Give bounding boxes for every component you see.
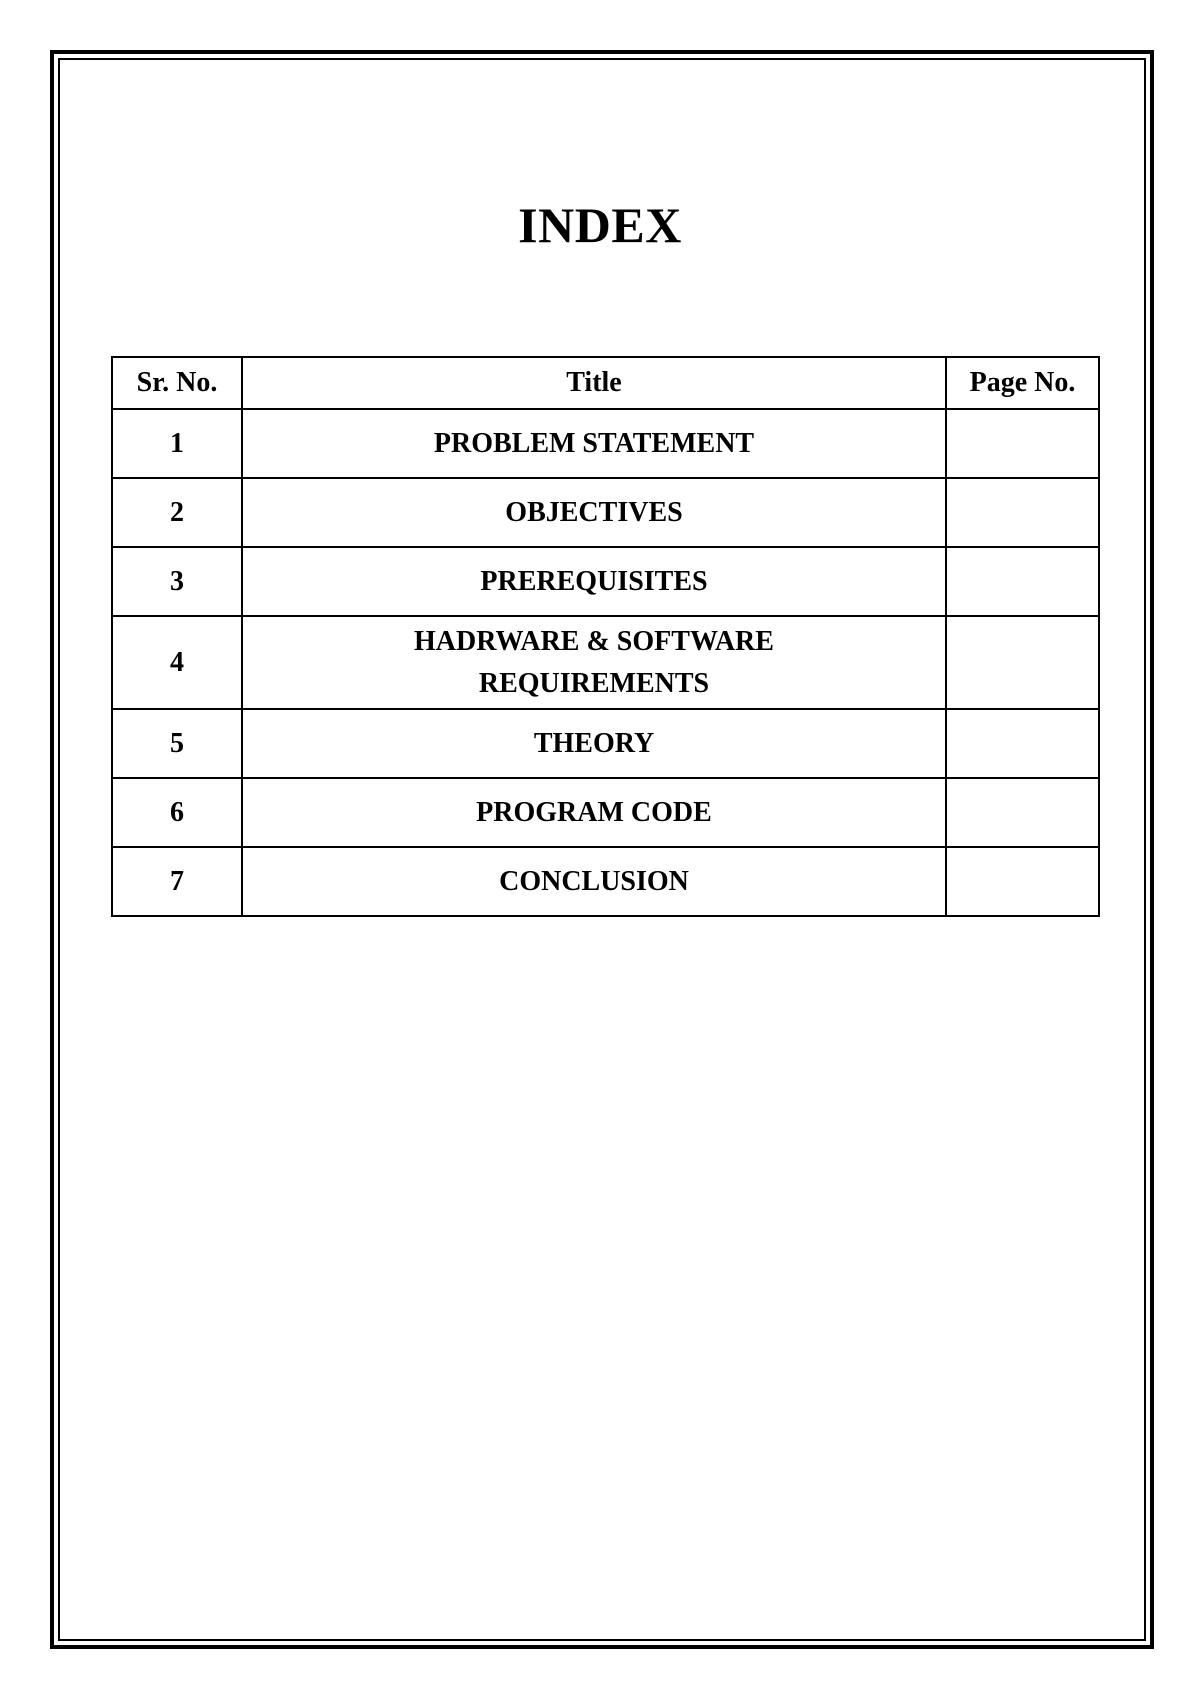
index-table — [111, 356, 1100, 917]
page-title: INDEX — [518, 197, 682, 253]
cell-page-no — [946, 616, 1099, 709]
header-sr-no: Sr. No. — [112, 357, 242, 409]
cell-sr-no: 4 — [112, 616, 242, 709]
cell-title: PROBLEM STATEMENT — [242, 409, 946, 478]
table-header-row — [112, 357, 1099, 409]
cell-title: PREREQUISITES — [242, 547, 946, 616]
table-row — [112, 547, 1099, 616]
cell-sr-no: 3 — [112, 547, 242, 616]
cell-page-no — [946, 778, 1099, 847]
table-row — [112, 778, 1099, 847]
cell-title-line-1: HADRWARE & SOFTWARE — [414, 625, 774, 657]
cell-title: OBJECTIVES — [242, 478, 946, 547]
header-page-no: Page No. — [946, 357, 1099, 409]
cell-page-no — [946, 478, 1099, 547]
cell-title-line-2: REQUIREMENTS — [478, 667, 710, 699]
cell-sr-no: 7 — [112, 847, 242, 916]
table-row — [112, 847, 1099, 916]
cell-title: PROGRAM CODE — [242, 778, 946, 847]
cell-sr-no: 6 — [112, 778, 242, 847]
cell-sr-no: 5 — [112, 709, 242, 778]
header-title: Title — [242, 357, 946, 409]
cell-page-no — [946, 409, 1099, 478]
cell-title: THEORY — [242, 709, 946, 778]
cell-sr-no: 1 — [112, 409, 242, 478]
table-row — [112, 409, 1099, 478]
table-row — [112, 709, 1099, 778]
cell-page-no — [946, 847, 1099, 916]
table-row — [112, 478, 1099, 547]
cell-title: CONCLUSION — [242, 847, 946, 916]
table-row — [112, 616, 1099, 709]
cell-title — [242, 616, 946, 709]
cell-page-no — [946, 547, 1099, 616]
cell-page-no — [946, 709, 1099, 778]
cell-sr-no: 2 — [112, 478, 242, 547]
